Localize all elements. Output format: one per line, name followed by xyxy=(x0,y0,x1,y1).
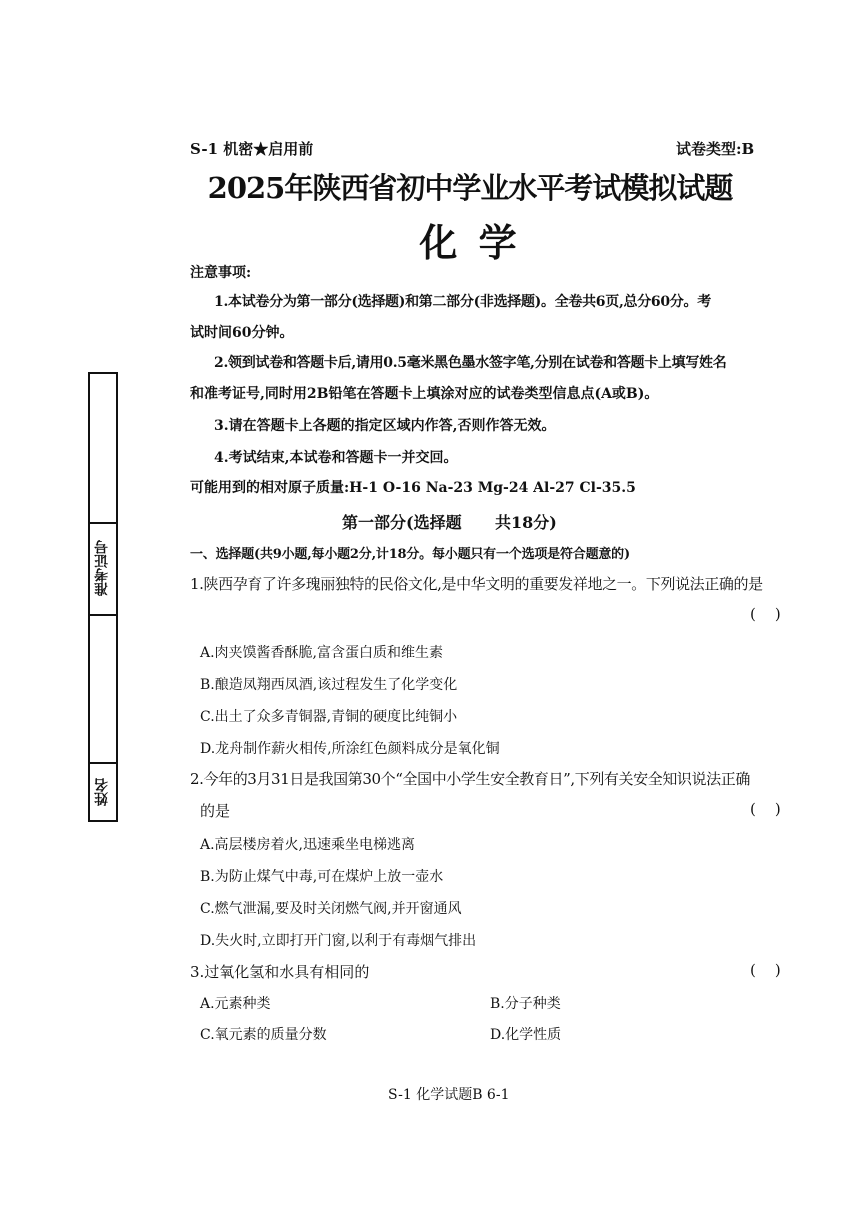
option: A.高层楼房着火,迅速乘坐电梯逃离 xyxy=(200,837,416,853)
notes-heading: 注意事项: xyxy=(190,265,252,281)
paper-type: 试卷类型:B xyxy=(676,140,755,158)
name-label: 姓名 xyxy=(94,778,110,806)
question-stem: 3.过氧化氢和水具有相同的 xyxy=(190,963,370,981)
option: C.出土了众多青铜器,青铜的硬度比纯铜小 xyxy=(200,709,458,725)
answer-paren: ( ) xyxy=(750,800,781,818)
exam-number-label: 准考证号 xyxy=(94,540,110,596)
exam-title: 2025年陕西省初中学业水平考试模拟试题 xyxy=(207,171,733,205)
option: D.失火时,立即打开门窗,以利于有毒烟气排出 xyxy=(200,933,477,949)
question-stem: 2.今年的3月31日是我国第30个“全国中小学生安全教育日”,下列有关安全知识说法正确 xyxy=(190,770,750,788)
binding-strip xyxy=(88,372,118,822)
option: A.元素种类 xyxy=(200,996,271,1012)
subject-title: 化 学 xyxy=(419,221,521,265)
confidential-mark: S-1 机密★启用前 xyxy=(190,140,314,158)
question-stem: 1.陕西孕育了许多瑰丽独特的民俗文化,是中华文明的重要发祥地之一。下列说法正确的是 xyxy=(190,575,763,593)
answer-paren: ( ) xyxy=(750,961,781,979)
question-stem-cont: 的是 xyxy=(200,802,231,820)
option: D.龙舟制作薪火相传,所涂红色颜料成分是氧化铜 xyxy=(200,741,500,757)
answer-paren: ( ) xyxy=(750,605,781,623)
note-line: 2.领到试卷和答题卡后,请用0.5毫米黑色墨水签字笔,分别在试卷和答题卡上填写姓名 xyxy=(214,355,727,371)
note-line: 试时间60分钟。 xyxy=(190,325,294,341)
section-instruction: 一、选择题(共9小题,每小题2分,计18分。每小题只有一个选项是符合题意的) xyxy=(190,547,630,562)
note-line: 和准考证号,同时用2B铅笔在答题卡上填涂对应的试卷类型信息点(A或B)。 xyxy=(190,386,659,402)
option: C.燃气泄漏,要及时关闭燃气阀,并开窗通风 xyxy=(200,901,462,917)
option: B.酿造凤翔西凤酒,该过程发生了化学变化 xyxy=(200,677,458,693)
note-line: 4.考试结束,本试卷和答题卡一并交回。 xyxy=(214,450,458,466)
option: C.氧元素的质量分数 xyxy=(200,1027,327,1043)
strip-divider xyxy=(90,614,116,616)
option: D.化学性质 xyxy=(490,1027,562,1043)
note-line: 1.本试卷分为第一部分(选择题)和第二部分(非选择题)。全卷共6页,总分60分。考 xyxy=(214,294,711,310)
atomic-masses: 可能用到的相对原子质量:H-1 O-16 Na-23 Mg-24 Al-27 Cl-35.5 xyxy=(190,480,636,496)
strip-divider xyxy=(90,762,116,764)
page-footer: S-1 化学试题B 6-1 xyxy=(388,1087,510,1103)
option: B.为防止煤气中毒,可在煤炉上放一壶水 xyxy=(200,869,444,885)
strip-divider xyxy=(90,522,116,524)
option: A.肉夹馍酱香酥脆,富含蛋白质和维生素 xyxy=(200,645,444,661)
part-title: 第一部分(选择题 共18分) xyxy=(342,513,557,532)
note-line: 3.请在答题卡上各题的指定区域内作答,否则作答无效。 xyxy=(214,418,556,434)
option: B.分子种类 xyxy=(490,996,561,1012)
